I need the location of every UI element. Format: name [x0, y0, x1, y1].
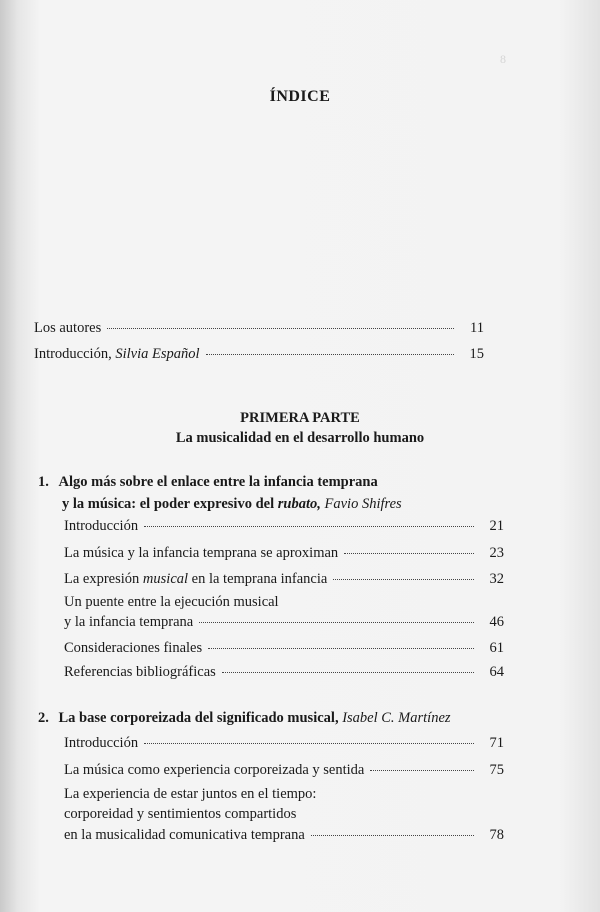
toc-page-number: 32	[489, 571, 504, 587]
leader-dots	[222, 672, 474, 673]
toc-entry-authors	[34, 320, 484, 337]
toc-page-number: 61	[489, 640, 504, 656]
toc-entry	[64, 735, 504, 752]
toc-entry-label: y la infancia temprana	[64, 614, 194, 630]
chapter-author: Favio Shifres	[320, 496, 402, 512]
bleed-through: 8	[500, 52, 506, 66]
leader-dots	[144, 526, 474, 527]
toc-entry	[64, 518, 504, 535]
toc-entry-label: La música y la infancia temprana se aproximan	[64, 545, 339, 561]
chapter-1-heading-line2	[62, 496, 402, 513]
toc-page-number: 78	[489, 827, 504, 843]
toc-entry-label: La música como experiencia corporeizada y sentida	[64, 762, 365, 778]
toc-entry	[64, 614, 504, 631]
toc-entry-label: Referencias bibliográficas	[64, 664, 216, 680]
leader-dots	[370, 770, 474, 771]
leader-dots	[333, 579, 474, 580]
part-heading: PRIMERA PARTE	[240, 410, 360, 426]
toc-entry	[64, 827, 504, 844]
toc-page-number: 46	[489, 614, 504, 630]
toc-entry-label: Los autores	[34, 320, 102, 336]
leader-dots	[311, 835, 474, 836]
chapter-2-heading	[38, 710, 451, 727]
toc-entry-label: Consideraciones finales	[64, 640, 203, 656]
toc-page-number: 21	[489, 518, 504, 534]
chapter-number: 1.	[38, 474, 49, 490]
toc-entry-label: Introducción	[64, 735, 139, 751]
toc-entry	[64, 664, 504, 681]
toc-page-number: 64	[489, 664, 504, 680]
toc-entry-label: en la temprana infancia	[188, 571, 328, 587]
toc-page-number: 15	[469, 346, 484, 362]
toc-page-number: 11	[470, 320, 484, 336]
chapter-title-line: La base corporeizada del significado musical,	[58, 710, 343, 726]
toc-entry-line: corporeidad y sentimientos compartidos	[64, 806, 297, 822]
toc-entry-line: Un puente entre la ejecución musical	[64, 594, 279, 610]
toc-entry	[64, 545, 504, 562]
page-title: ÍNDICE	[269, 88, 331, 105]
toc-entry-line: La experiencia de estar juntos en el tiempo:	[64, 786, 317, 802]
leader-dots	[208, 648, 474, 649]
toc-entry-label: Introducción	[64, 518, 139, 534]
part-subtitle: La musicalidad en el desarrollo humano	[175, 430, 425, 446]
chapter-title-line: Algo más sobre el enlace entre la infancia temprana	[58, 474, 378, 490]
toc-entry-label: Introducción,	[34, 346, 116, 362]
toc-page-number: 75	[489, 762, 504, 778]
chapter-title-italic: rubato,	[277, 496, 321, 512]
leader-dots	[206, 354, 454, 355]
toc-entry-author: Silvia Español	[115, 346, 200, 362]
leader-dots	[144, 743, 474, 744]
toc-entry-introduction	[34, 346, 484, 363]
chapter-title-line: y la música: el poder expresivo del	[62, 496, 278, 512]
leader-dots	[344, 553, 474, 554]
toc-page-number: 23	[489, 545, 504, 561]
toc-entry	[64, 640, 504, 657]
toc-entry-label: en la musicalidad comunicativa temprana	[64, 827, 305, 843]
leader-dots	[199, 622, 474, 623]
chapter-number: 2.	[38, 710, 49, 726]
toc-entry-italic: musical	[142, 571, 189, 587]
toc-entry	[64, 762, 504, 779]
toc-page-number: 71	[489, 735, 504, 751]
leader-dots	[107, 328, 454, 329]
toc-entry-label: La expresión	[64, 571, 143, 587]
toc-entry	[64, 571, 504, 588]
chapter-1-heading	[38, 474, 378, 491]
chapter-author: Isabel C. Martínez	[342, 710, 451, 726]
